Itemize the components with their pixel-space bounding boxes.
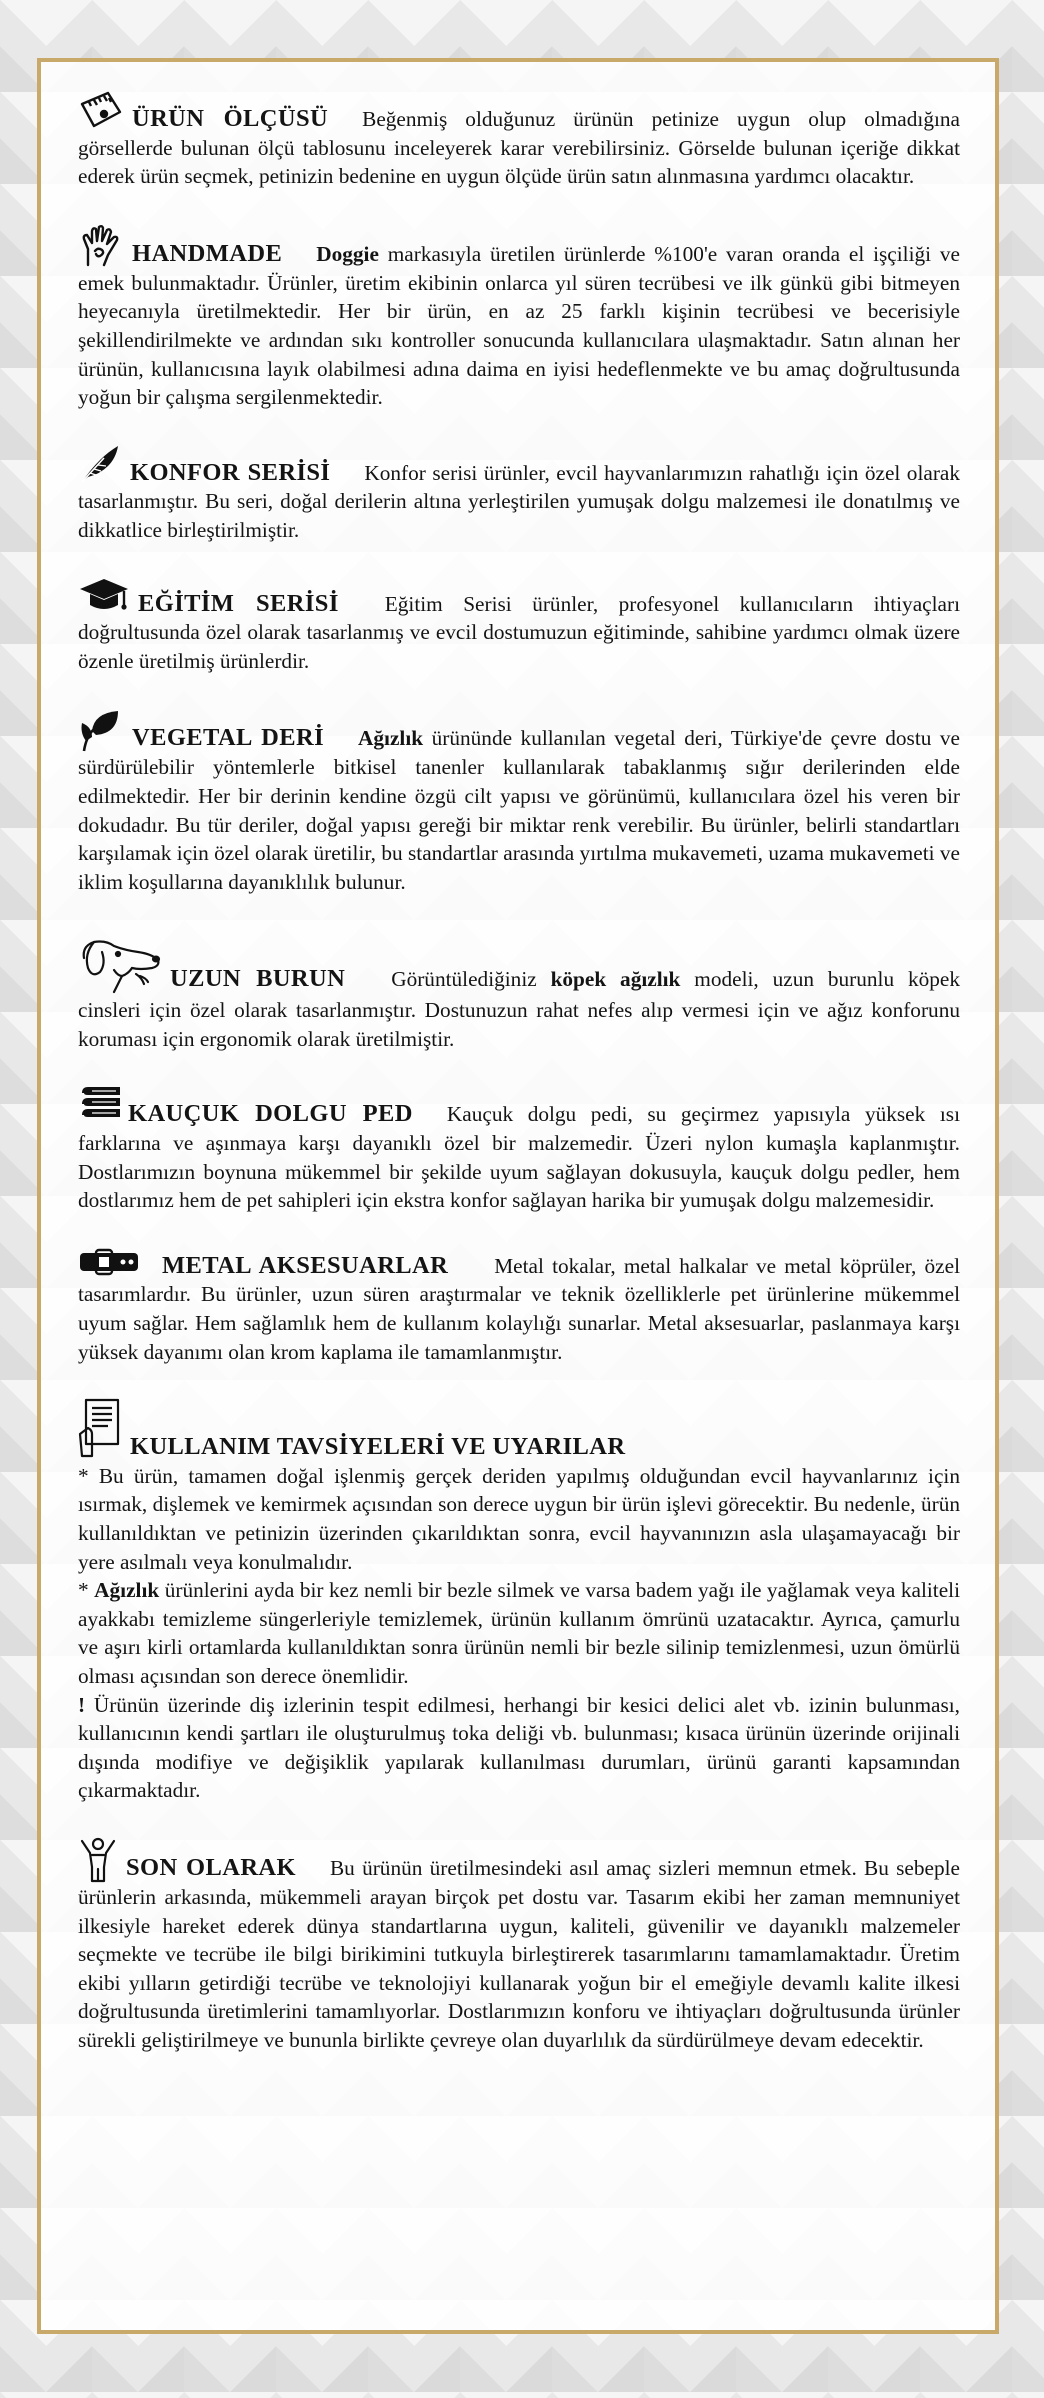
usage-note-2-product: Ağızlık: [94, 1578, 160, 1603]
ruler-icon: [78, 90, 124, 130]
product-name: Ağızlık: [358, 726, 424, 751]
long-nose-product-name: köpek ağızlık: [550, 967, 681, 992]
collar-icon: [78, 1247, 140, 1277]
warning-mark: !: [78, 1692, 86, 1717]
section-rubber-pad: [78, 1085, 960, 1214]
section-conclusion: [78, 1837, 960, 2055]
hand-icon: [78, 223, 124, 269]
happy-person-icon: [78, 1837, 118, 1883]
section-rubber-pad-text: Kauçuk dolgu pedi, su geçirmez yapısıyla yüksek ısı farklarına ve aşınmaya karşı dayanıklı özel bir malzemedir. Üzeri nylon kumaşla kaplanmıştır. Dostlarımızın boynuna mükemmel bir şekilde uyum sağlayan dokusuyla, kauçuk dolgu pedler, hem dostlarımız hem de pet sahipleri için ekstra konfor sağlayan harika bir yumuşak dolgu malzemesidir.: [78, 1102, 960, 1213]
section-long-nose: [78, 938, 960, 1053]
graduation-cap-icon: [78, 577, 130, 615]
section-usage-title: KULLANIM TAVSİYELERİ VE UYARILAR: [130, 1433, 626, 1461]
section-handmade: [78, 223, 960, 412]
section-training-title: EĞİTİM SERİSİ: [138, 589, 339, 617]
usage-note-3: [78, 1691, 960, 1805]
brand-name: Doggie: [316, 241, 379, 266]
info-panel: [37, 58, 999, 2334]
section-training: [78, 577, 960, 676]
feather-icon: [78, 444, 122, 484]
section-size-text: Beğenmiş olduğunuz ürünün petinize uygun olup olmadığına görsellerde bulunan ölçü tablosunu inceleyerek karar verebilirsiniz. Görselde bulunan içeriğe dikkat ederek ürün seçmek, petinizin bedenine en uygun ölçüde ürün satın alınmasına yardımcı olacaktır.: [78, 107, 960, 189]
section-conclusion-text: Bu ürünün üretilmesindeki asıl amaç sizleri memnun etmek. Bu sebeple ürünlerin arkasında, mükemmeli arayan birçok pet dostu var. Tasarım ekibi her zaman memnuniyet ilkesiyle hareket ederek dünya standartlarına uygun, kaliteli, güvenilir ve dayanıklı malzemeler seçmekte ve tecrübe ile bilgi birikimini tutkuyla birleştirerek tasarımlarını tamamlamaktadır. Üretim ekibi yılların getirdiği tecrübe ve teknolojiyi kullanarak yoğun bir el emeğiyle devamlı kalite ilkesi doğrultusunda üretimlerini tamamlıyorlar. Dostlarımızın konforu ve ihtiyaçları doğrultusunda ürünler sürekli geliştirilmeye ve bununla birlikte çevreye olan duyarlılık da sürdürülmeye devam edecektir.: [78, 1855, 960, 2052]
usage-note-2-text: ürünlerini ayda bir kez nemli bir bezle silmek ve varsa badem yağı ile yağlamak veya kaliteli ayakkabı temizleme süngerleriyle temizlemek, ürünün kullanım ömrünü uzatacaktır. Ayrıca, çamurlu ve aşırı kirli ortamlarda kullanıldıktan sonra ürünün nemli bir bezle silinip temizlenmesi, uzun ömürlü olması açısından son derece önemlidir.: [78, 1578, 960, 1688]
dog-head-icon: [78, 938, 162, 996]
section-comfort-text: Konfor serisi ürünler, evcil hayvanlarımızın rahatlığı için özel olarak tasarlanmıştır. Bu seri, doğal derilerin altına yerleştirilen yumuşak dolgu malzemesi ile donatılmış ve dikkatlice birleştirilmiştir.: [78, 460, 961, 542]
usage-note-2-prefix: *: [78, 1578, 89, 1603]
section-metal: [78, 1247, 960, 1366]
section-handmade-text: markasıyla üretilen ürünlerde %100'e varan oranda el işçiliği ve emek bulunmaktadır. Ürünler, üretim ekibinin onlarca yıl süren tecrübesi ve ilk günkü gibi bitmeyen heyecanıyla üretilmektedir. Her bir ürün, en az 25 farklı kişinin tecrübesi ve becerisiyle şekillendirilmekte ve ardından sıkı kontroller sonucunda kullanıcılara ulaşmaktadır. Satın alınan her ürünün, kullanıcısına layık olabilmesi adına daima en iyisi hedeflenmekte ve bu amaç doğrultusunda yoğun bir çalışma sergilenmektedir.: [78, 241, 960, 410]
section-conclusion-title: SON OLARAK: [126, 1853, 296, 1881]
section-metal-title: METAL AKSESUARLAR: [162, 1251, 449, 1279]
document-hand-icon: [78, 1398, 122, 1460]
section-long-nose-text-before: Görüntülediğiniz: [391, 967, 537, 992]
section-long-nose-title: UZUN BURUN: [170, 965, 346, 993]
section-metal-text: Metal tokalar, metal halkalar ve metal köprüler, özel tasarımlardır. Bu ürünler, uzun süren araştırmalar ve teknik özelliklerle pet ürünlerine mükemmel uyum sağlar. Hem sağlamlık hem de kullanım kolaylığı sunarlar. Metal aksesuarlar, paslanmaya karşı yüksek dayanımı olan krom kaplama ile tamamlanmıştır.: [78, 1253, 960, 1364]
section-training-text: Eğitim Serisi ürünler, profesyonel kullanıcıların ihtiyaçları doğrultusunda özel olarak tasarlanmış ve evcil dostumuzun eğitiminde, sahibine yardımcı olmak üzere özenle üretilmiş ürünlerdir.: [78, 591, 960, 673]
section-leather-text: ürününde kullanılan vegetal deri, Türkiye'de çevre dostu ve sürdürülebilir yöntemlerle bitkisel tanenler kullanılarak tabaklanmış sığır derilerinden elde edilmektedir. Her bir derinin kendine özgü cilt yapısı ve görünümü, kullanıcılara özel his veren bir dokudadır. Bu tür deriler, doğal yapısı gereği bir miktar renk verebilir. Bu ürünler, belirli standartları karşılamak için özel olarak üretilir, bu standartlar arasında yırtılma mukavemeti, uzama mukavemeti ve iklim koşullarına dayanıklılık bulunur.: [78, 726, 960, 894]
section-size: [78, 90, 960, 191]
section-handmade-title: HANDMADE: [132, 239, 283, 267]
section-rubber-pad-title: KAUÇUK DOLGU PED: [128, 1100, 413, 1128]
section-leather: [78, 707, 960, 896]
section-size-title: ÜRÜN ÖLÇÜSÜ: [132, 105, 329, 132]
usage-note-2: [78, 1576, 960, 1690]
section-comfort-title: KONFOR SERİSİ: [130, 458, 331, 486]
section-leather-title: VEGETAL DERİ: [132, 724, 325, 752]
section-usage: [78, 1398, 960, 1805]
usage-note-1: * Bu ürün, tamamen doğal işlenmiş gerçek deriden yapılmış olduğundan evcil hayvanlarınız için ısırmak, dişlemek ve kemirmek açısından son derece uygun bir ürün işlevi görecektir. Bu nedenle, ürün kullanıldıktan ve petinizin üzerinden çıkarıldıktan sonra, evcil hayvanınızın asla ulaşamayacağı bir yere asılmalı veya konulmalıdır.: [78, 1463, 960, 1574]
layers-icon: [78, 1085, 124, 1125]
usage-note-3-text: Ürünün üzerinde diş izlerinin tespit edilmesi, herhangi bir kesici delici alet vb. izinin bulunması, kullanıcının kendi şartları ile oluşturulmuş toka deliği vb. bulunması; kısaca ürünün üzerinde orijinali dışında modifiye ve değişiklik yapılarak kullanılması durumları, ürünü garanti kapsamından çıkarmaktadır.: [78, 1692, 960, 1803]
section-comfort: [78, 444, 960, 545]
section-long-nose-text-after: modeli, uzun burunlu köpek cinsleri için özel olarak tasarlanmıştır. Dostunuzun rahat nefes alıp vermesi için ve ağız konforunu koruması için ergonomik olarak üretilmiştir.: [78, 967, 960, 1051]
leaf-icon: [78, 707, 124, 753]
